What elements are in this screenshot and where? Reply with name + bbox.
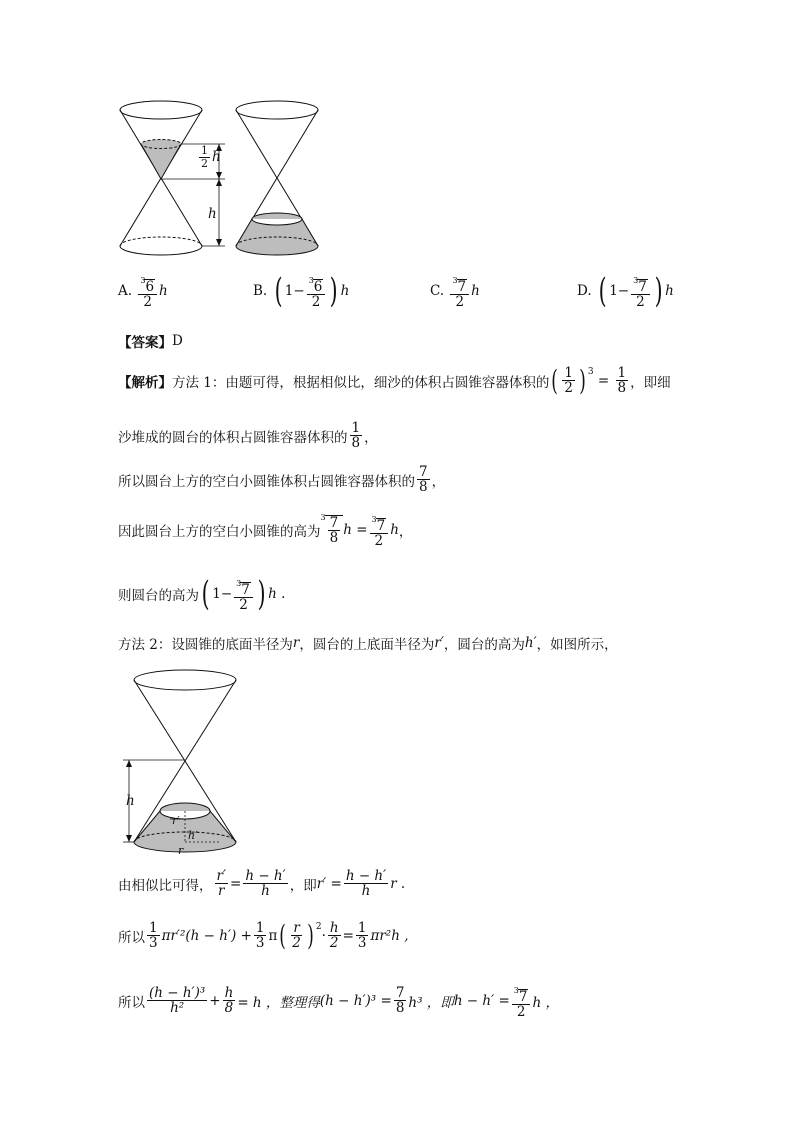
option-b[interactable]: B. ( 1− 3 6 2 ) h [253,270,350,311]
fig1-h-label: h [208,206,217,222]
figure-hourglass-left [115,98,355,258]
analysis-line-4: 因此圆台上方的空白小圆锥的高为 3 $\frac{7}{8}$ h = 3 7 2 h ， [118,512,413,550]
analysis-line-5: 则圆台的高为 ( 1− 3 7 2 ) h . [118,573,286,614]
option-d[interactable]: D. ( 1− 3 7 2 ) h [577,270,674,311]
fig2-hp-label: h′ [188,829,198,842]
fig2-r-label: r [178,844,184,857]
fig2-rp-label: r′ [172,814,180,827]
answer-line [118,331,183,351]
analysis-line-6: 方法 2：设圆锥的底面半径为 r ，圆台的上底面半径为 r′ ，圆台的高为 h′ ，如图所示， [118,635,618,653]
deriv-line-1: 由相似比可得， $\frac{r'}{r}$ = $\frac{h - h'}{h}$ ，即 r′ = $\frac{h - h'}{h}$ r . [118,868,406,900]
deriv-line-3: 所以 $\frac{\text{(h − h′)³}}{\text{h²}}$ + $\frac{h}{8}$ = h ，整理得 (h − h′)³ = $\frac{7}{8}$ h³ ，即 h − h′ = 3 7 2 h ， [118,982,559,1019]
fig1-half-label: $\frac{1}{2}$ h [201,144,221,170]
analysis-line-1: 【解析】 方法 1：由题可得，根据相似比，细沙的体积占圆锥容器体积的 ( $\frac{1}{2}$ ) 3 = $\frac{1}{8}$ ，即细 [118,363,671,397]
analysis-line-2: 沙堆成的圆台的体积占圆锥容器体积的 $\frac{1}{8}$ ， [118,420,378,452]
fig2-h-label: h [126,793,135,809]
deriv-line-2: 所以 $\frac{1}{3}$ πr′²(h − h′) + $\frac{1}{3}$ π ( $\frac{r}{2}$ ) 2 · $\frac{h}{2}$ = $\frac{1}{3}$ πr²h , [118,918,409,952]
option-a[interactable]: A. 3 6 2 h [118,272,168,309]
answer-value: D [172,333,183,349]
figure-frustum [115,666,255,866]
answer-tag: 【答案】 [118,335,172,351]
option-c[interactable]: C. 3 7 2 h [430,272,480,309]
analysis-line-3: 所以圆台上方的空白小圆锥体积占圆锥容器体积的 $\frac{7}{8}$ ， [118,464,446,496]
